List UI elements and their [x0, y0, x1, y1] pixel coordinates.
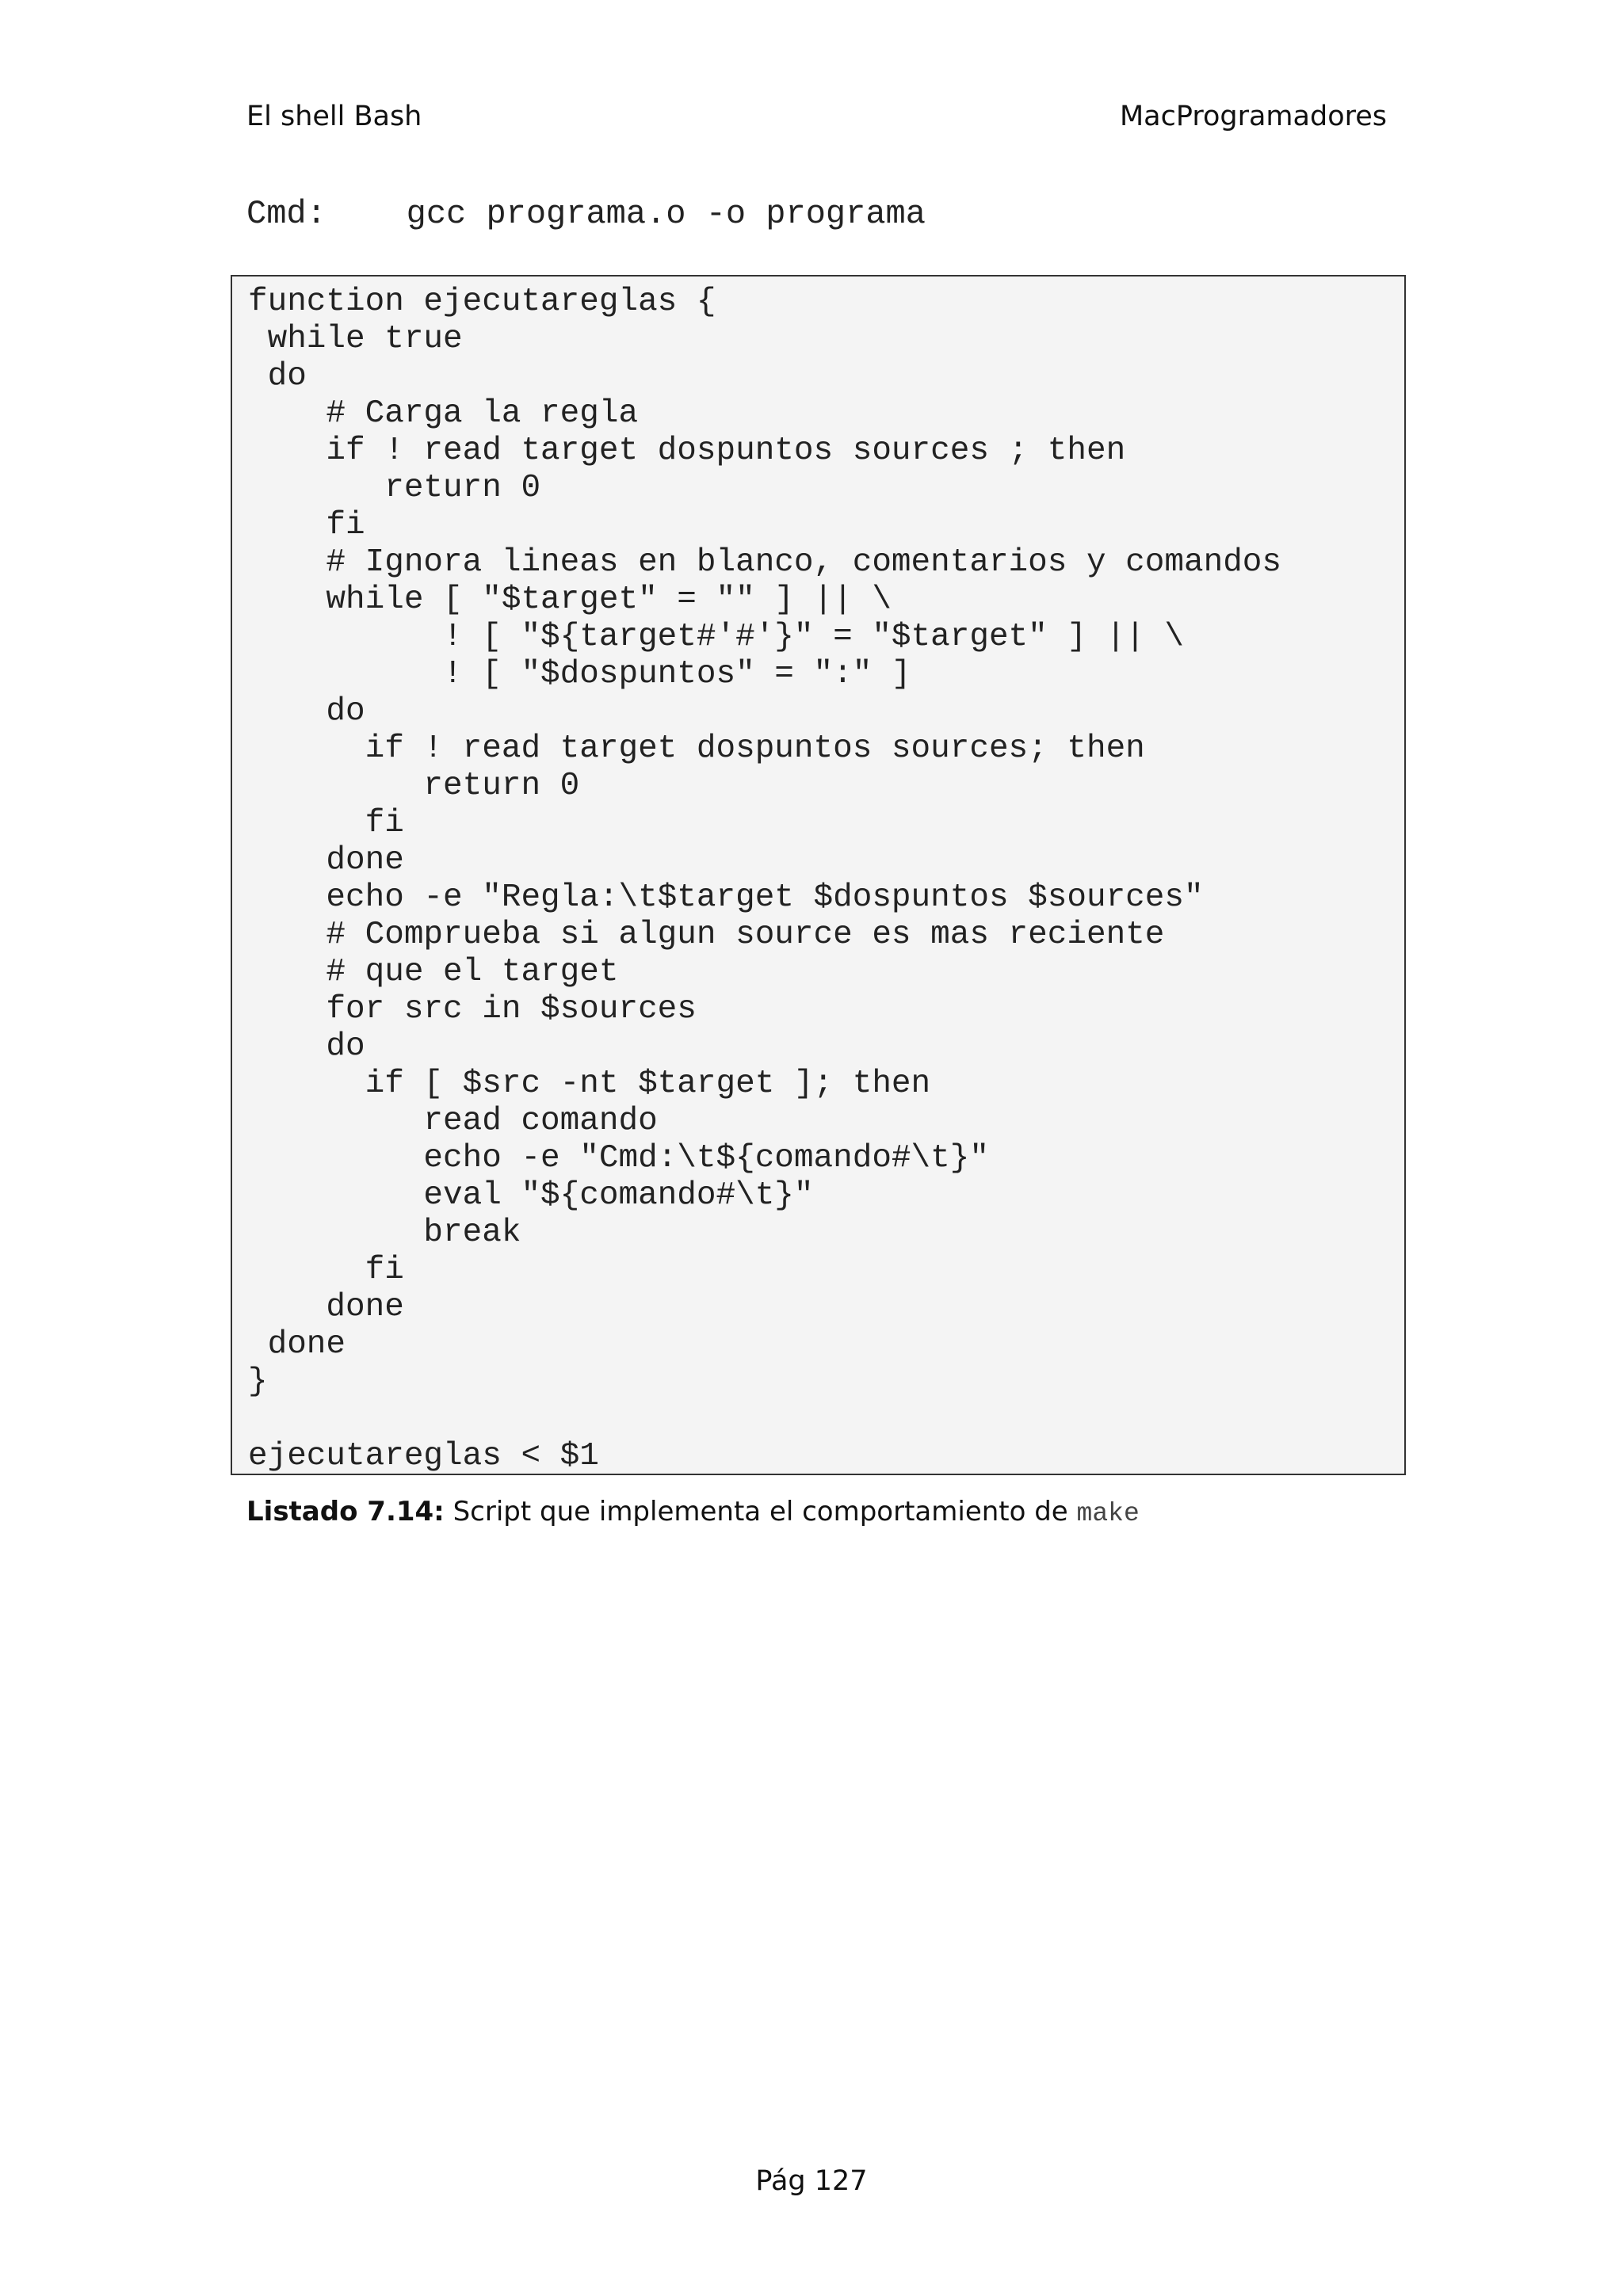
code-listing-box [231, 275, 1406, 1475]
caption-code: make [1076, 1499, 1140, 1528]
caption-label: Listado 7.14: [246, 1496, 445, 1527]
running-header-title: El shell Bash [246, 101, 422, 132]
running-header-publisher: MacProgramadores [1119, 101, 1387, 132]
listing-caption [246, 1495, 1140, 1531]
code-listing: function ejecutareglas { while true do # Carga la regla if ! read target dospuntos sources ; then return 0 fi # Ignora lineas en blanco, comentarios y comandos while [ "$target" = "" ] || \ ! [ "${target#'#'}" = "$target" ] || \ ! [ "$dospuntos" = ":" ] do if ! read target dospuntos sources; then return 0 fi done echo -e "Regla:\t$target $dospuntos $sources" # Comprueba si algun source es mas reciente # que el target for src in $sources do if [ $src -nt $target ]; then read comando echo -e "Cmd:\t${comando#\t}" eval "${comando#\t}" break fi done done } ejecutareglas < $1 [248, 284, 1282, 1474]
command-output-line: Cmd: gcc programa.o -o programa [246, 195, 926, 233]
page-number: Pág 127 [755, 2165, 868, 2197]
caption-text: Script que implementa el comportamiento de [444, 1496, 1077, 1527]
